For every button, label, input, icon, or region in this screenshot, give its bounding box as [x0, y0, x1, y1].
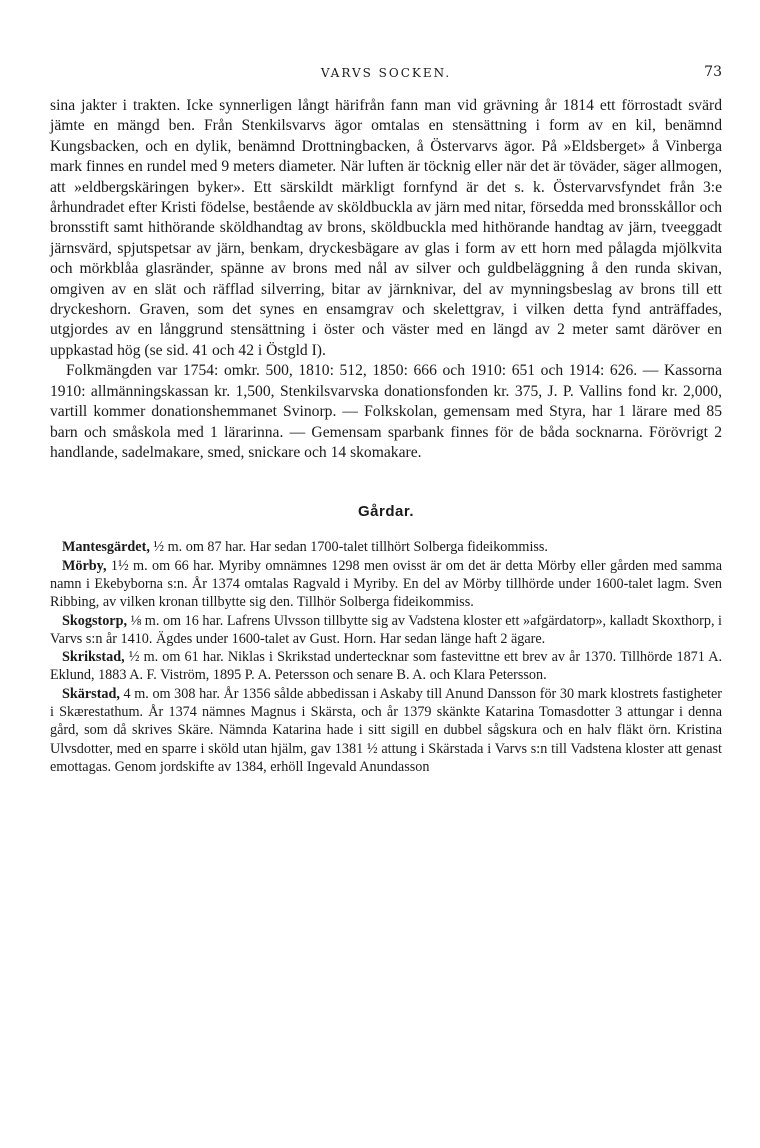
farm-entry [50, 557, 722, 612]
document-page [50, 62, 722, 776]
farm-entry [50, 685, 722, 776]
farm-name: Mörby, [62, 557, 107, 574]
farm-name: Skrikstad, [62, 649, 125, 666]
farm-entry [50, 538, 722, 556]
farm-entry [50, 648, 722, 685]
farm-description: 4 m. om 308 har. År 1356 sålde abbedissan i Askaby till Anund Dansson för 30 mark klostrets fastigheter i Skærestathum. År 1374 nämnes Magnus i Skärsta, och år 1379 skänkte Katarina Tomasdotter 3 attungar i denna gård, som då skrives Skäre. Nämnda Katarina hade i sitt sigill en dubbel sågskura och en halv fläkt örn. Kristina Ulvsdotter, med en sparre i sköld utan hjälm, gav 1381 ½ attung i Skärstada i Varvs s:n till Vadstena kloster att genast emottagas. Genom jordskifte av 1384, erhöll Ingevald Anundasson [50, 685, 722, 775]
farm-name: Mantesgärdet, [62, 539, 150, 556]
page-number: 73 [704, 64, 722, 80]
running-header [50, 62, 722, 84]
farm-description: ½ m. om 87 har. Har sedan 1700-talet tillhört Solberga fideikommiss. [149, 539, 548, 556]
farm-entry [50, 612, 722, 649]
farm-description: 1½ m. om 66 har. Myriby omnämnes 1298 men ovisst är om det är detta Mörby eller gården med samma namn i Ekebyborna s:n. År 1374 omtalas Ragvald i Myriby. En del av Mörby tillhörde under 1600-talet lagm. Sven Ribbing, av vilken kronan tillbytte sig den. Tillhör Solberga fideikommiss. [50, 557, 722, 611]
paragraph: Folkmängden var 1754: omkr. 500, 1810: 512, 1850: 666 och 1910: 651 och 1914: 626. — Kassorna 1910: allmänningskassan kr. 1,500, Stenkilsvarvska donationsfonden kr. 375, J. P. Vallins fond kr. 2,000, vartill kommer donationshemmanet Svinorp. — Folkskolan, gemensam med Styra, har 1 lärare med 85 barn och småskola med 1 lärarinna. — Gemensam sparbank finnes för de båda socknarna. Förövrigt 2 handlande, sadelmakare, smed, snickare och 14 skomakare. [50, 362, 722, 461]
running-title: VARVS SOCKEN. [320, 66, 452, 80]
farm-name: Skogstorp, [62, 612, 128, 629]
section-heading: Gårdar. [357, 503, 415, 521]
paragraph: sina jakter i trakten. Icke synnerligen långt härifrån fann man vid grävning år 1814 ett förrostadt svärd jämte en mängd ben. Från Stenkilsvarvs ägor omtalas en stensättning i form av en kil, benämnd Kungsbacken, och en dylik, benämnd Drottningbacken, å Östervarvs ägor. På »Eldsberget» å Vinberga mark finnes en rundel med 9 meters diameter. När luften är töcknig eller när det är töväder, säger allmogen, att »eldbergskäringen byker». Ett särskildt märkligt fornfynd är det s. k. Östervarvsfyndet från 3:e århundradet efter Kristi födelse, bestående av sköldbuckla av järn med nitar, försedda med bronsskållor och bronsstift samt hithörande sköldhandtag av brons, sköldbuckla med hithörande handtag av järn, tveeggadt järnsvärd, spjutspetsar av järn, benkam, dryckesbägare av glas i form av ett horn med pålagda mjölkvita och mörkblåa glasränder, spänne av brons med nål av silver och guldbeläggning å den runda skivan, omgiven av en slät och räfflad silverring, bitar av järnknivar, del av mynningsbeslag av brons till ett dryckeshorn. Graven, som det synes en ensamgrav och skelettgrav, i vilken detta fynd anträffades, utgjordes av en långgrund stensättning i öster och väster med en längd av 2 meter samt däröver en uppkastad hög (se sid. 41 och 42 i Östgld I). [50, 97, 722, 359]
farm-description: ½ m. om 61 har. Niklas i Skrikstad undertecknar som fastevittne ett brev av år 1370. Tillhörde 1871 A. Eklund, 1883 A. F. Viström, 1895 P. A. Petersson och senare B. A. och Klara Petersson. [50, 649, 722, 684]
farm-description: ⅛ m. om 16 har. Lafrens Ulvsson tillbytte sig av Vadstena kloster ett »afgärdatorp», kalladt Skoxthorp, i Varvs s:n år 1410. Ägdes under 1600-talet av Gust. Horn. Har sedan länge haft 2 ägare. [50, 612, 722, 647]
farm-name: Skärstad, [62, 685, 120, 702]
body-text [50, 96, 722, 463]
farm-entries [50, 538, 722, 776]
